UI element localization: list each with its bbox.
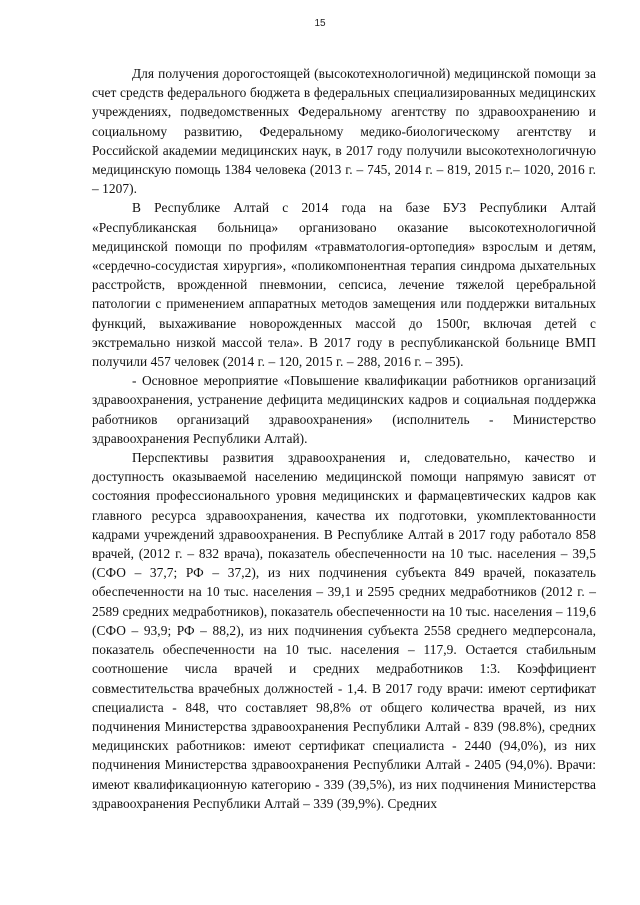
paragraph-vmp-federal: Для получения дорогостоящей (высокотехнологичной) медицинской помощи за счет средств федерального бюджета в федеральных специализированных медицинских учреждениях, подведомственных Федеральному агентству по здравоохранению и социальному развитию, Федеральному медико-биологическому агентству и Российской академии медицинских наук, в 2017 году получили высокотехнологичную медицинскую помощь 1384 человека (2013 г. – 745, 2014 г. – 819, 2015 г.– 1020, 2016 г. – 1207). [92,66,596,197]
paragraph-vmp-republic: В Республике Алтай с 2014 года на базе БУЗ Республики Алтай «Республиканская больница» организовано оказание высокотехнологичной медицинской помощи по профилям «травматология-ортопедия» взрослым и детям, «сердечно-сосудистая хирургия», «поликомпонентная терапия синдрома дыхательных расстройств, врожденной пневмонии, сепсиса, лечение тяжелой церебральной патологии с применением аппаратных методов замещения или поддержки витальных функций, выхаживание новорожденных массой до 1500г, включая детей с экстремально низкой массой тела». В 2017 году в республиканской больнице ВМП получили 457 человек (2014 г. – 120, 2015 г. – 288, 2016 г. – 395). [92,200,596,370]
paragraph-main-activity: - Основное мероприятие «Повышение квалификации работников организаций здравоохранения, устранение дефицита медицинских кадров и социальная поддержка работников организаций здравоохранения» (исполнитель - Министерство здравоохранения Республики Алтай). [92,373,596,446]
document-body [92,64,596,813]
paragraph-staffing: Перспективы развития здравоохранения и, следовательно, качество и доступность оказываемой населению медицинской помощи напрямую зависят от состояния профессионального уровня медицинских и фармацевтических кадров как главного ресурса здравоохранения, качества их подготовки, укомплектованности кадрами учреждений здравоохранения. В Республике Алтай в 2017 году работало 858 врачей, (2012 г. – 832 врача), показатель обеспеченности на 10 тыс. населения – 39,5 (СФО – 37,7; РФ – 37,2), из них подчинения субъекта 849 врачей, показатель обеспеченности на 10 тыс. населения – 39,1 и 2595 средних медработников (2012 г. – 2589 средних медработников), показатель обеспеченности на 10 тыс. населения – 119,6 (СФО – 93,9; РФ – 88,2), из них подчинения субъекта 2558 среднего медперсонала, показатель обеспеченности на 10 тыс. населения – 117,9. Остается стабильным соотношение числа врачей и средних медработников 1:3. Коэффициент совместительства врачебных должностей - 1,4. В 2017 году врачи: имеют сертификат специалиста - 848, что составляет 98,8% от общего количества врачей, из них подчинения Министерства здравоохранения Республики Алтай - 839 (98.8%), средних медицинских работников: имеют сертификат специалиста - 2440 (94,0%), из них подчинения Министерства здравоохранения Республики Алтай - 2405 (94,0%). Врачи: имеют квалификационную категорию - 339 (39,5%), из них подчинения Министерства здравоохранения Республики Алтай – 339 (39,9%). Средних [92,450,596,811]
page-number: 15 [314,18,326,29]
